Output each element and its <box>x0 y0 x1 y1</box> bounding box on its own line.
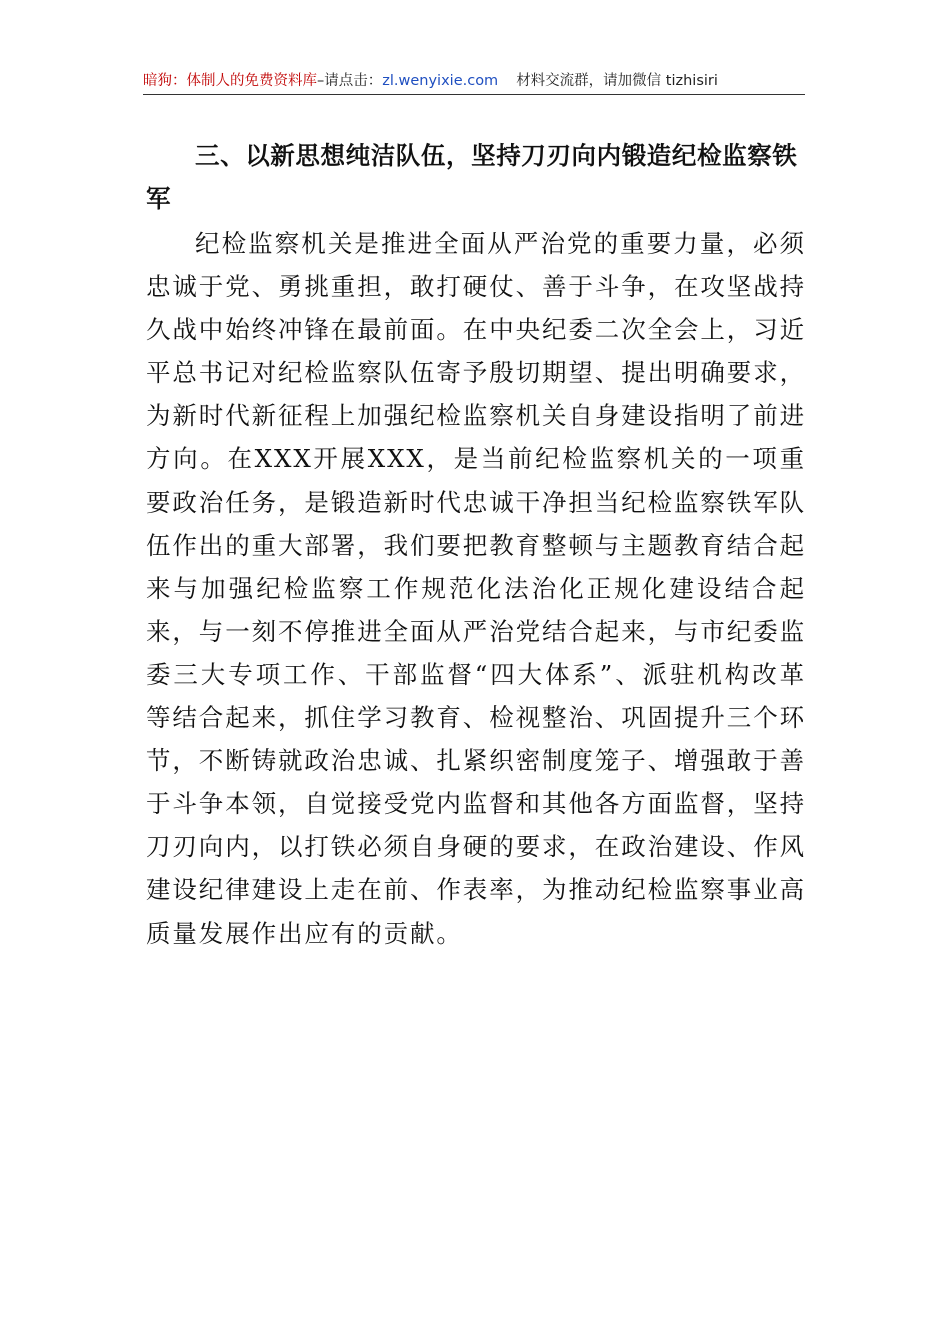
section-heading: 三、以新思想纯洁队伍，坚持刀刃向内锻造纪检监察铁军 <box>146 141 798 213</box>
header-link[interactable]: zl.wenyixie.com <box>382 73 499 89</box>
body-paragraph: 纪检监察机关是推进全面从严治党的重要力量，必须忠诚于党、勇挑重担，敢打硬仗、善于斗争，在攻坚战持久战中始终冲锋在最前面。在中央纪委二次全会上，习近平总书记对纪检监察队伍寄予殷切期望、提出明确要求，为新时代新征程上加强纪检监察机关自身建设指明了前进方向。在XXX开展XXX，是当前纪检监察机关的一项重要政治任务，是锻造新时代忠诚干净担当纪检监察铁军队伍作出的重大部署，我们要把教育整顿与主题教育结合起来与加强纪检监察工作规范化法治化正规化建设结合起来，与一刻不停推进全面从严治党结合起来，与市纪委监委三大专项工作、干部监督“四大体系”、派驻机构改革等结合起来，抓住学习教育、检视整治、巩固提升三个环节，不断铸就政治忠诚、扎紧织密制度笼子、增强敢于善于斗争本领，自觉接受党内监督和其他各方面监督，坚持刀刃向内，以打铁必须自身硬的要求，在政治建设、作风建设纪律建设上走在前、作表率，为推动纪检监察事业高质量发展作出应有的贡献。 <box>146 229 806 948</box>
page-header-banner <box>143 70 805 95</box>
header-click-prompt: –请点击： <box>317 73 383 89</box>
header-site-name: 暗狗：体制人的免费资料库 <box>143 73 317 89</box>
header-wechat-note: 材料交流群，请加微信 tizhisiri <box>516 73 718 89</box>
